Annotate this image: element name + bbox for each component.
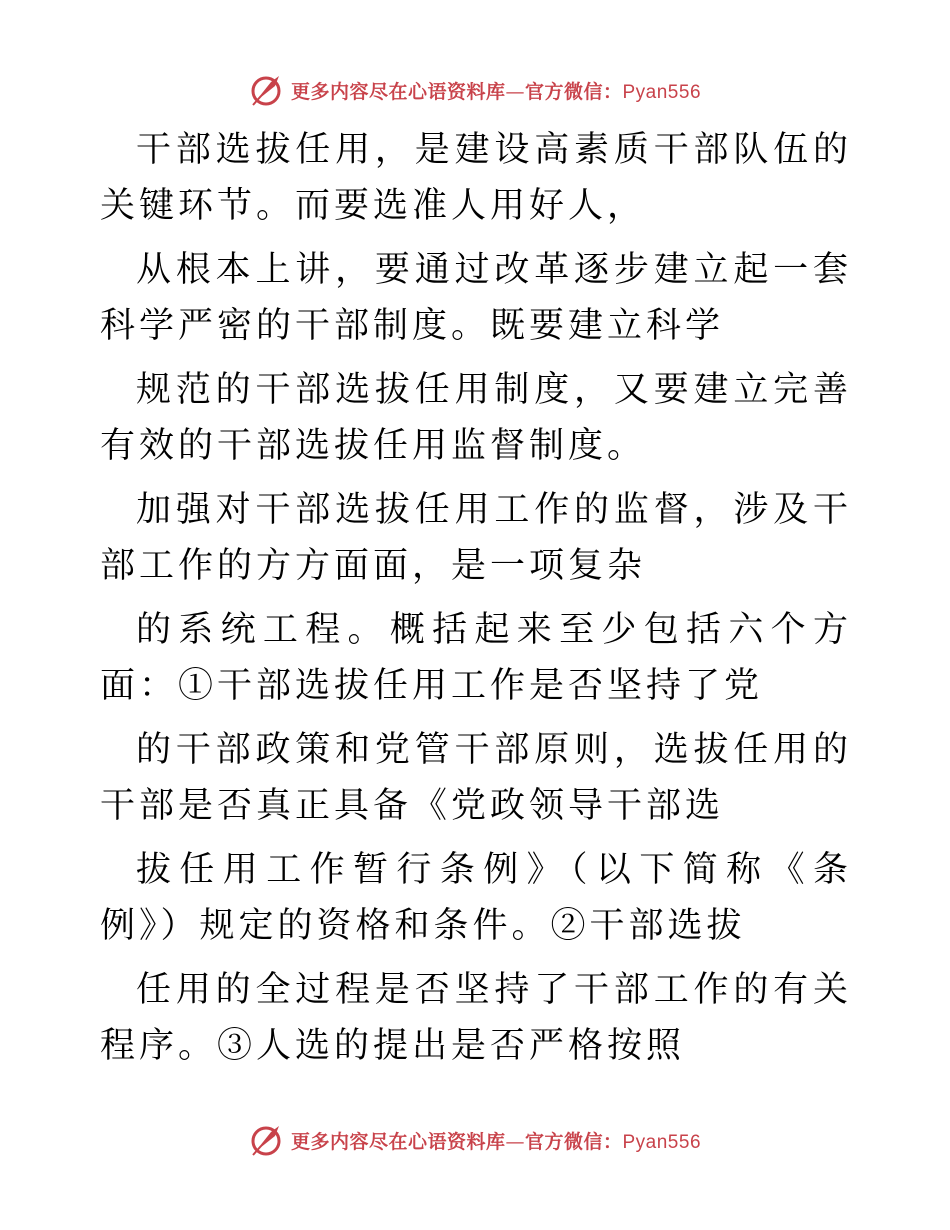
paragraph-3: 规范的干部选拔任用制度，又要建立完善有效的干部选拔任用监督制度。 — [100, 370, 852, 466]
quill-logo-icon — [249, 72, 285, 108]
header-banner — [0, 70, 950, 110]
paragraph-5: 的系统工程。概括起来至少包括六个方面：①干部选拔任用工作是否坚持了党 — [100, 610, 852, 706]
footer-banner-text: 更多内容尽在心语资料库—官方微信：Pyan556 — [290, 1130, 702, 1153]
paragraph-8: 任用的全过程是否坚持了干部工作的有关程序。③人选的提出是否严格按照 — [100, 970, 852, 1066]
paragraph-1: 干部选拔任用，是建设高素质干部队伍的关键环节。而要选准人用好人， — [100, 130, 852, 226]
paragraph-6: 的干部政策和党管干部原则，选拔任用的干部是否真正具备《党政领导干部选 — [100, 730, 852, 826]
document-body — [100, 118, 852, 1078]
paragraph-4: 加强对干部选拔任用工作的监督，涉及干部工作的方方面面，是一项复杂 — [100, 490, 852, 586]
footer-banner — [0, 1120, 950, 1160]
quill-logo-icon — [249, 1122, 285, 1158]
header-banner-text: 更多内容尽在心语资料库—官方微信：Pyan556 — [290, 80, 702, 103]
paragraph-7: 拔任用工作暂行条例》（以下简称《条例》）规定的资格和条件。②干部选拔 — [100, 850, 852, 946]
paragraph-2: 从根本上讲，要通过改革逐步建立起一套科学严密的干部制度。既要建立科学 — [100, 250, 852, 346]
